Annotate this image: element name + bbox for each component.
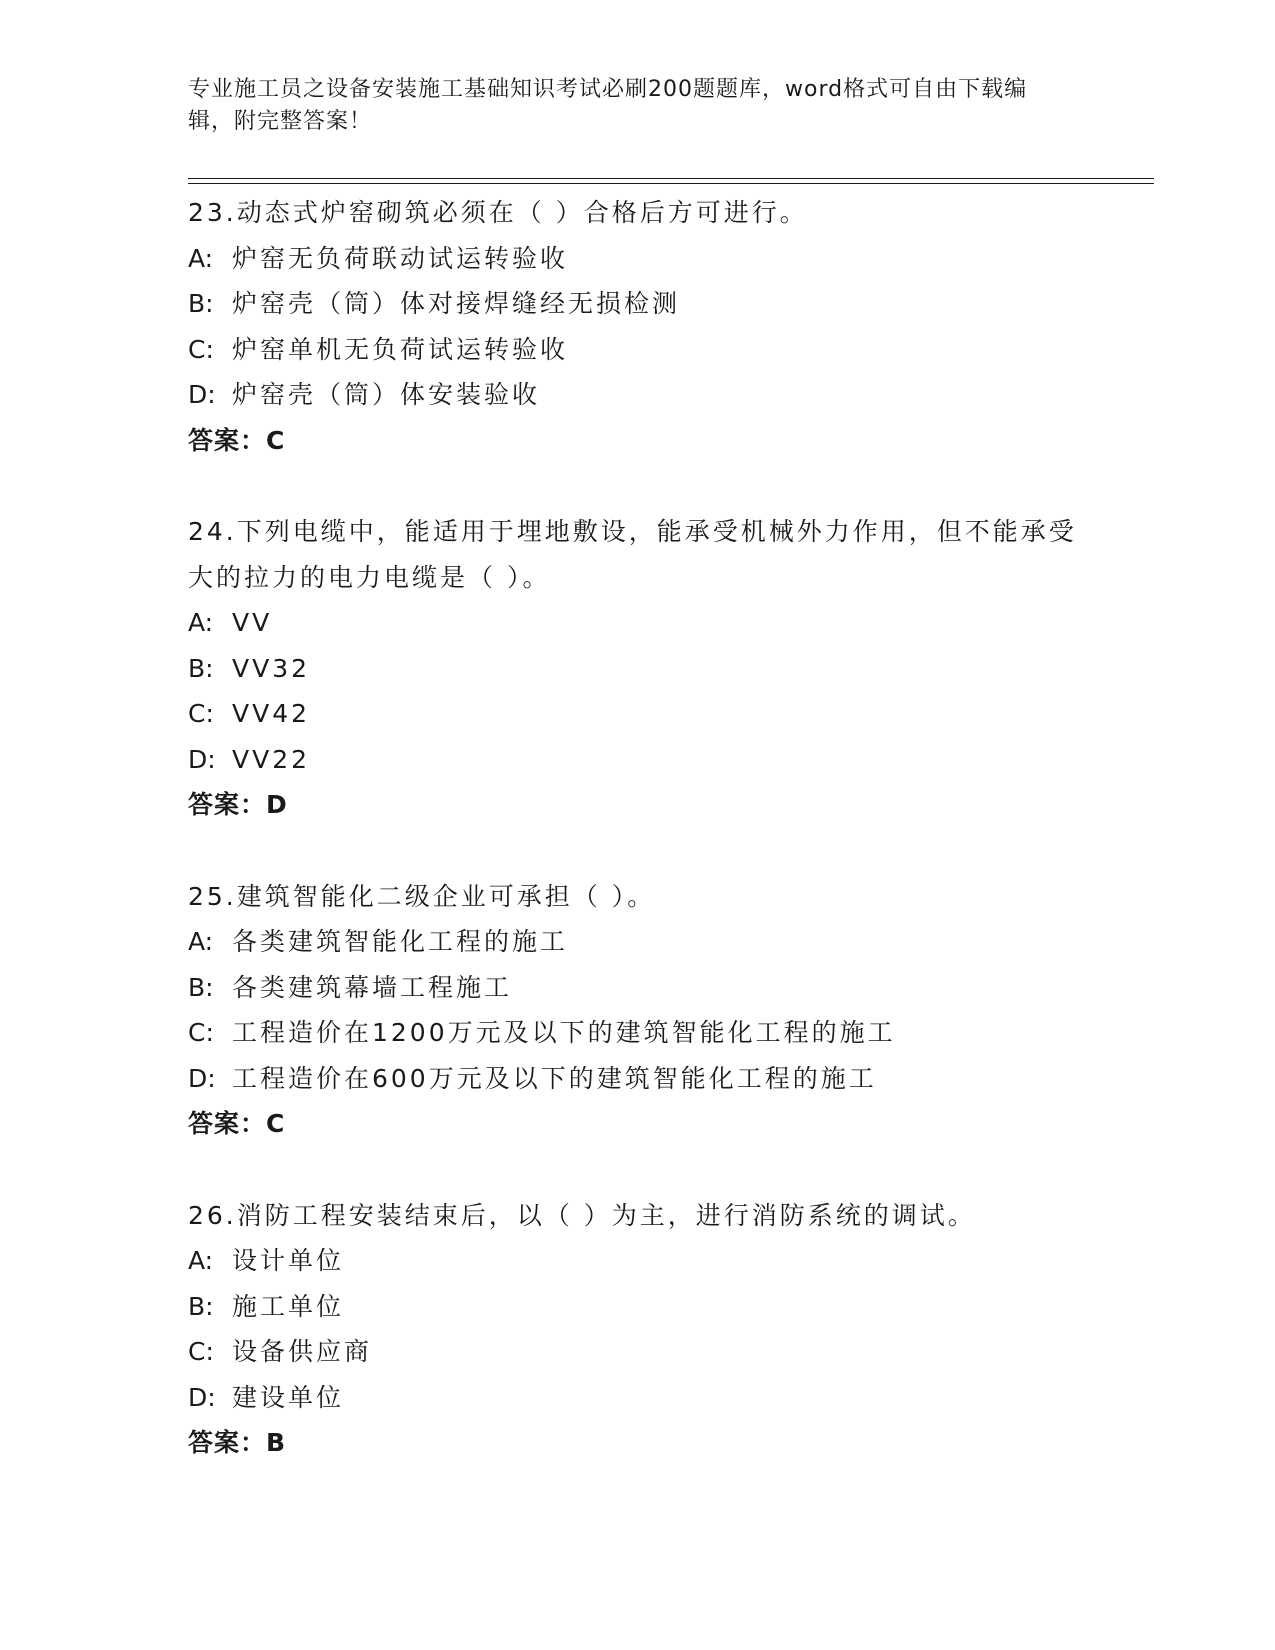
answer-text: 答案：C xyxy=(188,425,286,455)
header-divider-top xyxy=(188,178,1154,179)
option-text: VV32 xyxy=(232,653,311,683)
option-letter: A: xyxy=(188,608,214,637)
option-letter: B: xyxy=(188,972,214,1002)
document-header xyxy=(188,74,1068,138)
option-c xyxy=(188,327,1088,373)
option-b xyxy=(188,281,1088,327)
option-text: 各类建筑幕墙工程施工 xyxy=(232,972,513,1002)
option-c xyxy=(188,1329,1088,1375)
header-divider-bottom xyxy=(188,183,1154,184)
question-list xyxy=(188,190,1088,1466)
option-text: 炉窑单机无负荷试运转验收 xyxy=(232,334,569,364)
document-title: 专业施工员之设备安装施工基础知识考试必刷200题题库，word格式可自由下载编辑，附完整答案！ xyxy=(188,77,1028,134)
option-text: VV42 xyxy=(232,699,311,728)
option-text: VV22 xyxy=(232,744,311,774)
question-25 xyxy=(188,874,1088,1147)
question-stem: 23.动态式炉窑砌筑必须在（ ）合格后方可进行。 xyxy=(188,198,808,227)
option-letter: C: xyxy=(188,699,214,728)
option-a xyxy=(188,600,1088,646)
option-text: 设备供应商 xyxy=(232,1337,373,1366)
option-a xyxy=(188,919,1088,965)
option-text: 设计单位 xyxy=(232,1246,345,1275)
question-spacer xyxy=(188,828,1088,874)
answer-text: 答案：C xyxy=(188,1109,286,1138)
option-b xyxy=(188,646,1088,692)
option-text: 建设单位 xyxy=(232,1382,345,1412)
question-spacer xyxy=(188,1147,1088,1193)
option-d xyxy=(188,372,1088,418)
option-text: 炉窑壳（筒）体安装验收 xyxy=(232,380,541,409)
option-letter: D: xyxy=(188,380,216,409)
question-24 xyxy=(188,509,1088,828)
option-letter: A: xyxy=(188,927,214,956)
answer-text: 答案：D xyxy=(188,790,288,819)
option-a xyxy=(188,1238,1088,1284)
option-letter: C: xyxy=(188,1337,214,1366)
answer-text: 答案：B xyxy=(188,1428,287,1457)
option-letter: A: xyxy=(188,243,214,273)
option-letter: C: xyxy=(188,334,214,364)
option-letter: A: xyxy=(188,1246,214,1275)
option-c xyxy=(188,1010,1088,1056)
question-23 xyxy=(188,190,1088,463)
question-spacer xyxy=(188,463,1088,509)
question-stem: 26.消防工程安装结束后，以（ ）为主，进行消防系统的调试。 xyxy=(188,1200,976,1230)
question-26 xyxy=(188,1193,1088,1466)
question-stem: 25.建筑智能化二级企业可承担（ ）。 xyxy=(188,881,656,911)
option-letter: D: xyxy=(188,744,216,774)
option-letter: B: xyxy=(188,1291,214,1321)
option-letter: D: xyxy=(188,1063,216,1093)
option-d xyxy=(188,737,1088,783)
option-text: VV xyxy=(232,608,273,637)
option-d xyxy=(188,1056,1088,1102)
option-letter: B: xyxy=(188,653,214,683)
question-stem: 24.下列电缆中，能适用于埋地敷设，能承受机械外力作用，但不能承受大的拉力的电力电缆是（ ）。 xyxy=(188,517,1077,592)
option-b xyxy=(188,965,1088,1011)
option-d xyxy=(188,1375,1088,1421)
option-text: 工程造价在1200万元及以下的建筑智能化工程的施工 xyxy=(232,1018,896,1047)
option-b xyxy=(188,1284,1088,1330)
option-letter: D: xyxy=(188,1382,216,1412)
option-letter: C: xyxy=(188,1018,214,1047)
option-text: 各类建筑智能化工程的施工 xyxy=(232,927,569,956)
option-text: 工程造价在600万元及以下的建筑智能化工程的施工 xyxy=(232,1063,877,1093)
option-text: 炉窑无负荷联动试运转验收 xyxy=(232,243,569,273)
option-c xyxy=(188,691,1088,737)
option-text: 炉窑壳（筒）体对接焊缝经无损检测 xyxy=(232,289,681,318)
option-a xyxy=(188,236,1088,282)
option-letter: B: xyxy=(188,289,214,318)
option-text: 施工单位 xyxy=(232,1291,345,1321)
